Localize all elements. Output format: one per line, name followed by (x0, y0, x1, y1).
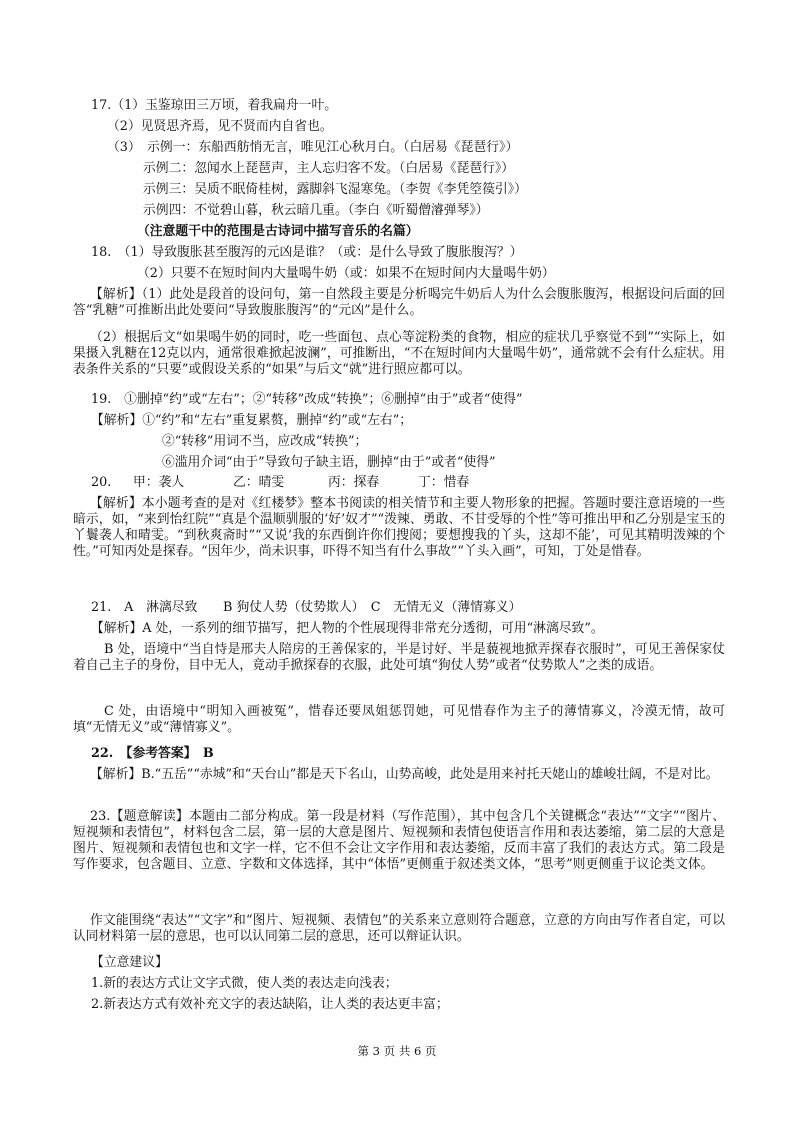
q19-line-1: 19. ①删掉“约”或“左右”；②“转移”改成“转换”；⑥删掉“由于”或者“使得” (91, 392, 523, 407)
q18-analysis-2: （2）根据后文“如果喝牛奶的同时，吃一些面包、点心等淀粉类的食物，相应的症状几乎察觉不到”“实际上，如果摄入乳糖在12克以内，通常很难掀起波澜”，可推断出，“不在短时间内大量喝牛奶”，通常就不会有什么症状。用表条件关系的“只要”或假设关系的“如果”与后文“就”进行照应都可以。 (73, 330, 725, 377)
q17-line-3: （3） 示例一：东船西舫悄无言，唯见江心秋月白。（白居易《琵琶行》） (107, 140, 519, 155)
q20-number: 20. (91, 475, 112, 490)
q19-analysis-2: ②“转移”用词不当，应改成“转换”； (162, 434, 368, 449)
q21-analysis-b: B 处，语境中“当自恃是邢夫人陪房的王善保家的，半是讨好、半是藐视地掀弄探春衣服时”，可见王善保家仗着自己主子的身份，目中无人，竟动手掀探春的衣服，此处可填“狗仗人势”或者“仗势欺人”之类的成语。 (73, 642, 725, 673)
q21-analysis-a: 【解析】A 处，一系列的细节描写，把人物的个性展现得非常充分透彻，可用“淋漓尽致”。 (91, 621, 604, 636)
q18-analysis-1: 【解析】（1）此处是段首的设问句，第一自然段主要是分析喝完牛奶后人为什么会腹胀腹泻，根据设问后面的回答“乳糖”可推断出此处要问“导致腹胀腹泻”的“元凶”是什么。 (73, 287, 725, 318)
q20-answer-bing: 丙：探春 (328, 475, 380, 490)
page-number: 第 3 页 共 6 页 (357, 1044, 437, 1058)
q17-note: （注意题干中的范围是古诗词中描写音乐的名篇） (137, 224, 419, 239)
q18-line-2: （2）只要不在短时间内大量喝牛奶（或：如果不在短时间内大量喝牛奶） (137, 266, 555, 281)
q23-suggestion-1: 1.新的表达方式让文字式微，使人类的表达走向浅表； (91, 976, 398, 991)
q19-analysis-3: ⑥滥用介词“由于”导致句子缺主语，删掉“由于”或者“使得” (162, 455, 496, 470)
q23-interpretation: 23.【题意解读】本题由二部分构成。第一段是材料（写作范围），其中包含几个关键概念“表达”“文字”“图片、短视频和表情包”，材料包含二层，第一层的大意是图片、短视频和表情包使语言作用和表达萎缩，第二层的大意是图片、短视频和表情包也和文字一样，它不但不会让文字作用和表达萎缩，反而丰富了我们的表达方式。第二段是写作要求，包含题目、立意、字数和文体选择，其中“体悟”更侧重于叙述类文体，“思考”则更侧重于议论类文体。 (73, 809, 725, 872)
q18-line-1: 18. （1）导致腹胀甚至腹泻的元凶是谁？（或：是什么导致了腹胀腹泻？） (91, 245, 523, 260)
q20-analysis: 【解析】本小题考查的是对《红楼梦》整本书阅读的相关情节和主要人物形象的把握。答题时要注意语境的一些暗示，如，“来到怡红院”“真是个温顺驯服的‘好’奴才”“泼辣、勇敢、不甘受辱的个性”等可推出甲和乙分别是宝玉的丫鬟袭人和晴雯。“到秋爽斋时”“又说‘我的东西倒许你们搜阅；要想搜我的丫头，这却不能’，可见其精明泼辣的个性。”可知丙处是探春。“因年少，尚未识事，吓得不知当有什么事故”“丫头入画”，可知，丁处是惜春。 (73, 496, 725, 559)
q21-line-1: 21. A 淋漓尽致 B 狗仗人势（仗势欺人） C 无情无义（薄情寡义） (91, 600, 522, 615)
q21-analysis-c: C 处，由语境中“明知入画被冤”，惜春还要凤姐惩罚她，可见惜春作为主子的薄情寡义，冷漠无情，故可填“无情无义”或“薄情寡义”。 (73, 704, 725, 735)
q23-theme-direction: 作文能围绕“表达”“文字”和“图片、短视频、表情包”的关系来立意则符合题意，立意的方向由写作者自定，可以认同材料第一层的意思，也可以认同第二层的意思，还可以辩证认识。 (73, 913, 725, 944)
q17-line-2: （2）见贤思齐焉，见不贤而内自省也。 (107, 119, 333, 134)
q17-line-1: 17.（1）玉鉴琼田三万顷，着我扁舟一叶。 (91, 98, 338, 113)
q22-analysis: 【解析】B.“五岳”“赤城”和“天台山”都是天下名山，山势高峻，此处是用来衬托天姥山的雄峻壮阔，不是对比。 (90, 767, 719, 782)
q23-suggestion-heading: 【立意建议】 (91, 955, 168, 970)
q22-answer: 22. 【参考答案】 B (91, 746, 214, 761)
q20-answer-jia: 甲：袭人 (133, 475, 185, 490)
q23-suggestion-2: 2.新表达方式有效补充文字的表达缺陷，让人类的表达更丰富； (91, 997, 449, 1012)
q17-line-5: 示例三：吴质不眠倚桂树，露脚斜飞湿寒兔。（李贺《李凭箜篌引》） (143, 182, 527, 197)
q20-answer-yi: 乙：晴雯 (233, 475, 285, 490)
q20-answer-ding: 丁：惜春 (418, 475, 470, 490)
q17-line-6: 示例四：不觉碧山暮，秋云暗几重。（李白《听蜀僧濬弹琴》） (143, 203, 489, 218)
q19-analysis-1: 【解析】①“约”和“左右”重复累赘，删掉“约”或“左右”； (91, 413, 413, 428)
q17-line-4: 示例二：忽闻水上琵琶声，主人忘归客不发。（白居易《琵琶行》） (143, 161, 515, 176)
